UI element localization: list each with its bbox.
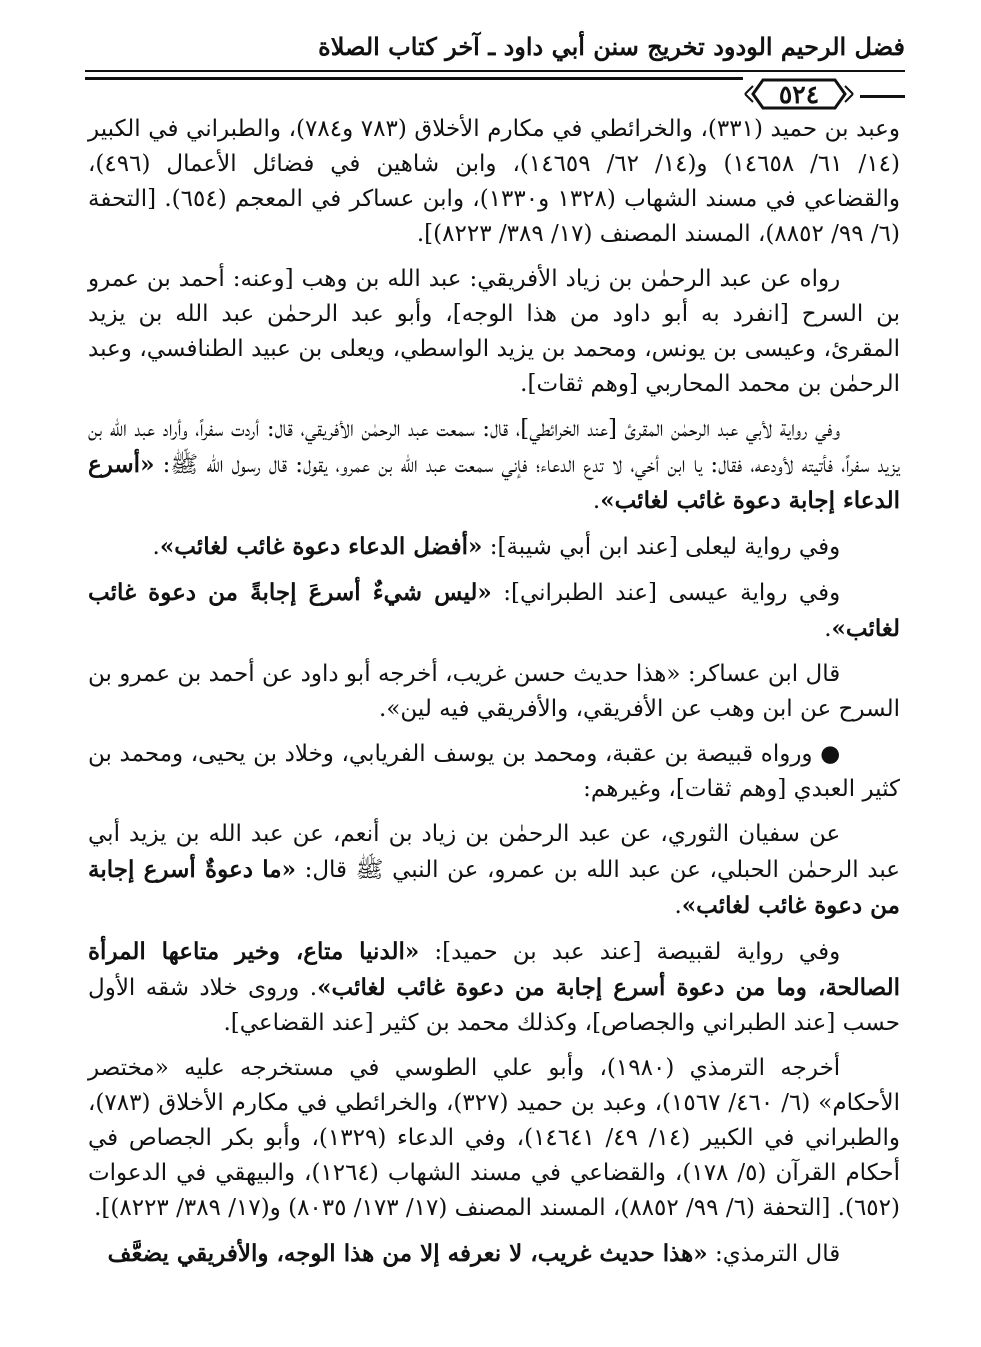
body-paragraph [88, 529, 900, 565]
page-header [85, 30, 905, 109]
hadith-quote: «أفضل الدعاء دعوة غائب لغائب» [159, 533, 483, 560]
body-paragraph [88, 1051, 900, 1226]
paragraph-text: وفي رواية ليعلى [عند ابن أبي شيبة]: [482, 534, 841, 560]
hadith-quote: «هذا حديث غريب، لا نعرفه إلا من هذا الوجه، والأفريقي يضعَّف [107, 1240, 708, 1267]
page-body [88, 112, 900, 1272]
body-paragraph [88, 412, 900, 519]
paragraph-text: وفي رواية عيسى [عند الطبراني]: [491, 580, 841, 606]
body-paragraph [88, 737, 900, 807]
body-paragraph [88, 262, 900, 402]
page-number-badge [743, 76, 855, 112]
running-title: فضل الرحيم الودود تخريج سنن أبي داود ـ آخر كتاب الصلاة [318, 32, 905, 61]
paragraph-text: . [592, 488, 601, 514]
header-rule-right [860, 95, 905, 98]
paragraph-text: . [824, 616, 832, 642]
paragraph-text: قال الترمذي: [707, 1241, 841, 1267]
paragraph-text: رواه عن عبد الرحمٰن بن زياد الأفريقي: عبد الله بن وهب [وعنه: أحمد بن عمرو بن السرح [انفرد به أبو داود من هذا الوجه]، وأبو عبد الرحمٰن عبد الله بن يزيد المقرئ، وعيسى بن يونس، ومحمد بن يزيد الواسطي، ويعلى بن عبيد الطنافسي، وعبد الرحمٰن بن محمد المحاربي [وهم ثقات]. [88, 266, 900, 397]
body-paragraph [88, 657, 900, 727]
paragraph-text: وعبد بن حميد (٣٣١)، والخرائطي في مكارم الأخلاق (٧٨٣ و٧٨٤)، والطبراني في الكبير (١٤/ ٦١/ ١٤٦٥٨) و(١٤/ ٦٢/ ١٤٦٥٩)، وابن شاهين في فضائل الأعمال (٤٩٦)، والقضاعي في مسند الشهاب (١٣٢٨ و١٣٣٠)، وابن عساكر في المعجم (٦٥٤). [التحفة (٦/ ٩٩/ ٨٨٥٢)، المسند المصنف (١٧/ ٣٨٩/ ٨٢٢٣)]. [88, 116, 901, 247]
paragraph-text: ● ورواه قبيصة بن عقبة، ومحمد بن يوسف الفريابي، وخلاد بن يحيى، ومحمد بن كثير العبدي [وهم ثقات]، وغيرهم: [88, 741, 900, 802]
paragraph-text: . وروى خلاد شقه الأول حسب [عند الطبراني والجصاص]، وكذلك محمد بن كثير [عند القضاعي]. [88, 975, 900, 1036]
body-paragraph [88, 934, 900, 1041]
body-paragraph [88, 1236, 900, 1272]
paragraph-text: عن سفيان الثوري، عن عبد الرحمٰن بن زياد بن أنعم، عن عبد الله بن يزيد أبي عبد الرحمٰن الحبلي، عن عبد الله بن عمرو، عن النبي ﷺ قال: [88, 821, 900, 883]
body-paragraph [88, 575, 900, 647]
paragraph-text: . [152, 534, 160, 560]
hadith-quote: «الدنيا متاع، وخير متاعها المرأة الصالحة، وما من دعوة أسرع إجابة من دعوة غائب لغائب» [88, 938, 900, 1001]
header-rule-top [85, 70, 905, 72]
hadith-quote: «ما دعوةٌ أسرع إجابة من دعوة غائب لغائب» [88, 856, 900, 919]
body-paragraph [88, 112, 900, 252]
body-paragraph [88, 817, 900, 924]
page-number: ٥٢٤ [778, 79, 820, 109]
paragraph-text: وفي رواية لأبي عبد الرحمٰن المقرئ [عند الخرائطي]، قال: سمعت عبد الرحمٰن الأفريقي، قال: أردت سفراً، وأراد عبد الله بن يزيد سفراً، فأتيته لأودعه، فقال: يا ابن أخي، لا تدع الدعاء؛ فإني سمعت عبد الله بن عمرو، يقول: قال رسول الله ﷺ: [88, 416, 900, 478]
header-rule-bottom [85, 77, 795, 80]
paragraph-text: وفي رواية لقبيصة [عند عبد بن حميد]: [419, 939, 841, 965]
paragraph-text: أخرجه الترمذي (١٩٨٠)، وأبو علي الطوسي في مستخرجه عليه «مختصر الأحكام» (٦/ ٤٦٠/ ١٥٦٧)، وعبد بن حميد (٣٢٧)، والخرائطي في مكارم الأخلاق (٧٨٣)، والطبراني في الكبير (١٤/ ٤٩/ ١٤٦٤١)، وفي الدعاء (١٣٢٩)، وأبو بكر الجصاص في أحكام القرآن (٥/ ١٧٨)، والقضاعي في مسند الشهاب (١٢٦٤)، والبيهقي في الدعوات (٦٥٢). [التحفة (٦/ ٩٩/ ٨٨٥٢)، المسند المصنف (١٧/ ١٧٣/ ٨٠٣٥) و(١٧/ ٣٨٩/ ٨٢٢٣)]. [88, 1055, 901, 1221]
paragraph-text: قال ابن عساكر: «هذا حديث حسن غريب، أخرجه أبو داود عن أحمد بن عمرو بن السرح عن ابن وهب عن الأفريقي، والأفريقي فيه لين». [88, 661, 900, 722]
hadith-quote: «ليس شيءٌ أسرعَ إجابةً من دعوة غائب لغائب» [88, 579, 900, 642]
hadith-quote: «أسرع الدعاء إجابة دعوة غائب لغائب» [88, 451, 900, 514]
paragraph-text: . [674, 893, 682, 919]
